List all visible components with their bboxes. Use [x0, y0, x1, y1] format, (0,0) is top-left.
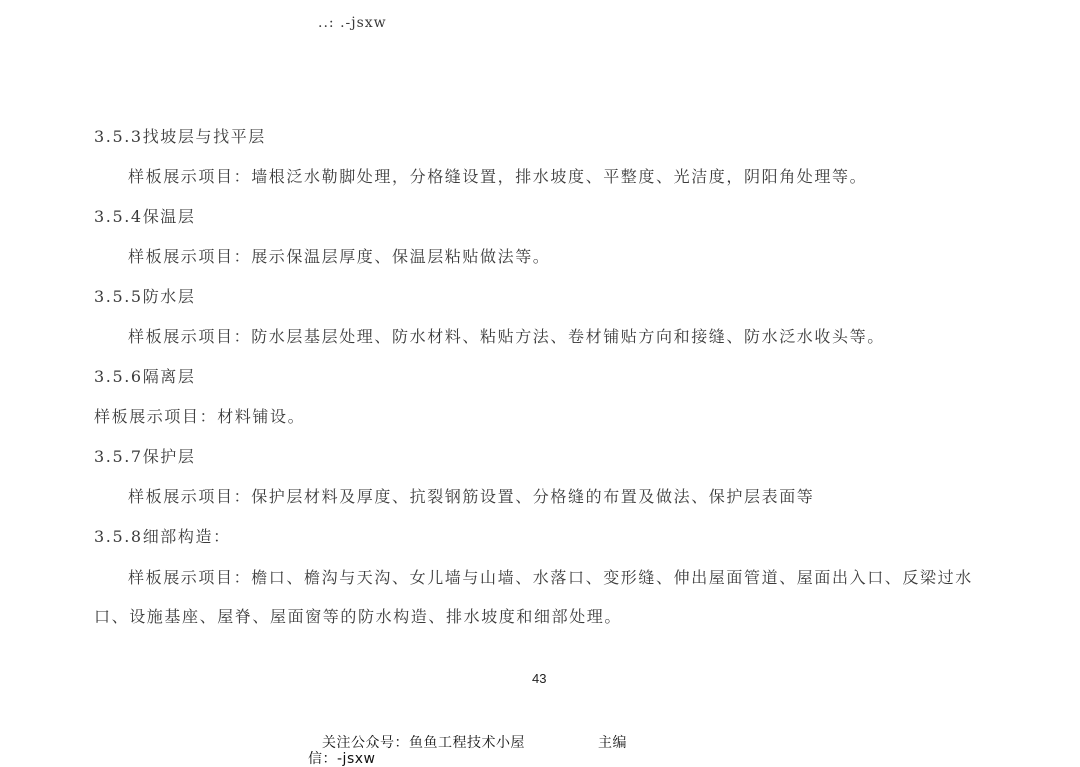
section-3-5-4-heading: 3.5.4保温层 — [94, 207, 196, 226]
section-3-5-8-body-line2: 口、设施基座、屋脊、屋面窗等的防水构造、排水坡度和细部处理。 — [94, 607, 623, 626]
section-3-5-7-heading: 3.5.7保护层 — [94, 447, 196, 466]
footer-fragment: 信：-jsxw — [308, 751, 376, 767]
footer-editor-text: 主编 — [598, 735, 627, 751]
section-3-5-5-heading: 3.5.5防水层 — [94, 287, 196, 306]
section-3-5-4-body: 样板展示项目：展示保温层厚度、保温层粘贴做法等。 — [128, 247, 551, 266]
page-number: 43 — [532, 671, 547, 686]
section-3-5-8-body-line1: 样板展示项目：檐口、檐沟与天沟、女儿墙与山墙、水落口、变形缝、伸出屋面管道、屋面出入口、反梁过水 — [128, 568, 973, 587]
section-3-5-6-heading: 3.5.6隔离层 — [94, 367, 196, 386]
section-3-5-3-heading: 3.5.3找坡层与找平层 — [94, 127, 266, 146]
header-fragment: ..: .-jsxw — [318, 15, 387, 31]
section-3-5-5-body: 样板展示项目：防水层基层处理、防水材料、粘贴方法、卷材铺贴方向和接缝、防水泛水收头等。 — [128, 327, 885, 346]
footer-follow-text: 关注公众号：鱼鱼工程技术小屋 — [322, 735, 525, 751]
section-3-5-7-body: 样板展示项目：保护层材料及厚度、抗裂钢筋设置、分格缝的布置及做法、保护层表面等 — [128, 487, 815, 506]
section-3-5-8-heading: 3.5.8细部构造： — [94, 527, 231, 546]
section-3-5-6-body: 样板展示项目：材料铺设。 — [94, 407, 306, 426]
section-3-5-3-body: 样板展示项目：墙根泛水勒脚处理，分格缝设置，排水坡度、平整度、光洁度，阴阳角处理等。 — [128, 167, 868, 186]
